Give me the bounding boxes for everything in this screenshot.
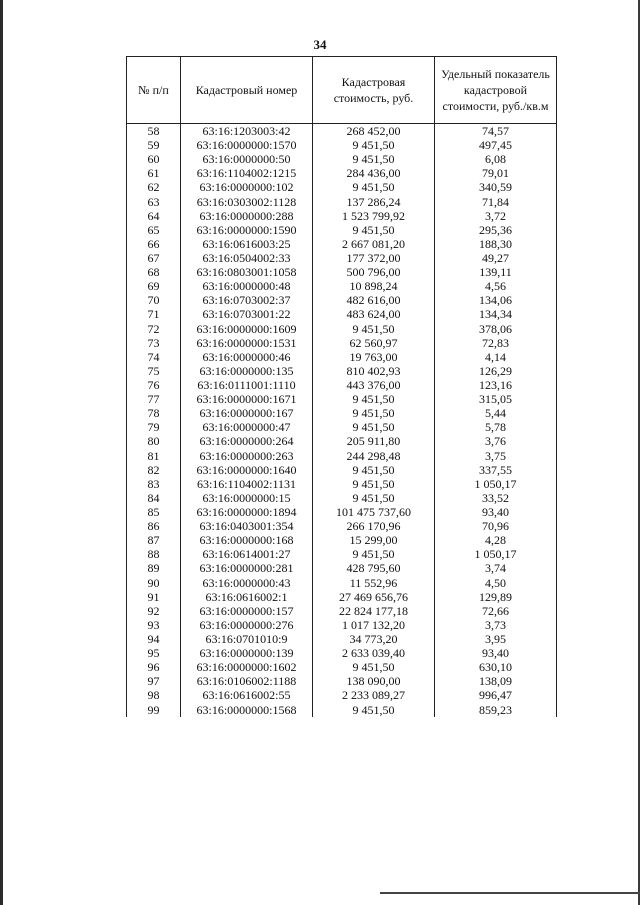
cadastral-number-cell: 63:16:0000000:1640: [181, 463, 313, 477]
specific-indicator-cell: 138,09: [435, 674, 557, 688]
specific-indicator-cell: 996,47: [435, 688, 557, 702]
specific-indicator-cell: 4,14: [435, 350, 557, 364]
row-number-cell: 64: [127, 209, 181, 223]
row-number-cell: 61: [127, 166, 181, 180]
table-row: [127, 195, 557, 209]
specific-indicator-cell: 72,66: [435, 604, 557, 618]
row-number-cell: 88: [127, 547, 181, 561]
table-row: [127, 265, 557, 279]
table-row: [127, 152, 557, 166]
specific-indicator-cell: 33,52: [435, 491, 557, 505]
specific-indicator-cell: 6,08: [435, 152, 557, 166]
specific-indicator-cell: 134,34: [435, 307, 557, 321]
row-number-cell: 98: [127, 688, 181, 702]
table-row: [127, 547, 557, 561]
cadastral-number-cell: 63:16:0000000:157: [181, 604, 313, 618]
cadastral-number-cell: 63:16:0000000:1531: [181, 336, 313, 350]
table-row: [127, 590, 557, 604]
row-number-cell: 78: [127, 406, 181, 420]
cadastral-number-cell: 63:16:0000000:168: [181, 533, 313, 547]
table-row: [127, 561, 557, 575]
specific-indicator-cell: 74,57: [435, 124, 557, 139]
cadastral-number-cell: 63:16:0616002:55: [181, 688, 313, 702]
row-number-cell: 77: [127, 392, 181, 406]
cadastral-number-cell: 63:16:0000000:288: [181, 209, 313, 223]
cadastral-number-cell: 63:16:0616002:1: [181, 590, 313, 604]
row-number-cell: 65: [127, 223, 181, 237]
cadastral-number-cell: 63:16:0504002:33: [181, 251, 313, 265]
specific-indicator-cell: 630,10: [435, 660, 557, 674]
table-row: [127, 477, 557, 491]
specific-indicator-cell: 5,78: [435, 420, 557, 434]
cadastral-value-cell: 9 451,50: [313, 463, 435, 477]
cadastral-value-cell: 443 376,00: [313, 378, 435, 392]
cadastral-value-cell: 244 298,48: [313, 449, 435, 463]
specific-indicator-cell: 315,05: [435, 392, 557, 406]
table-row: [127, 505, 557, 519]
row-number-cell: 96: [127, 660, 181, 674]
cadastral-value-cell: 10 898,24: [313, 279, 435, 293]
table-row: [127, 279, 557, 293]
row-number-cell: 85: [127, 505, 181, 519]
specific-indicator-cell: 295,36: [435, 223, 557, 237]
cadastral-value-cell: 268 452,00: [313, 124, 435, 139]
specific-indicator-cell: 72,83: [435, 336, 557, 350]
cadastral-number-cell: 63:16:1203003:42: [181, 124, 313, 139]
cadastral-value-cell: 810 402,93: [313, 364, 435, 378]
scan-edge-left: [0, 0, 3, 905]
specific-indicator-cell: 1 050,17: [435, 547, 557, 561]
table-row: [127, 322, 557, 336]
table-row: [127, 406, 557, 420]
row-number-cell: 86: [127, 519, 181, 533]
cadastral-number-cell: 63:16:0803001:1058: [181, 265, 313, 279]
cadastral-value-cell: 9 451,50: [313, 491, 435, 505]
row-number-cell: 66: [127, 237, 181, 251]
row-number-cell: 83: [127, 477, 181, 491]
specific-indicator-cell: 3,75: [435, 449, 557, 463]
specific-indicator-cell: 71,84: [435, 195, 557, 209]
cadastral-number-cell: 63:16:0000000:1568: [181, 702, 313, 716]
row-number-cell: 75: [127, 364, 181, 378]
header-cadastral-value: Кадастровая стоимость, руб.: [313, 57, 435, 124]
cadastral-value-cell: 19 763,00: [313, 350, 435, 364]
cadastral-number-cell: 63:16:0106002:1188: [181, 674, 313, 688]
header-specific-indicator: Удельный показатель кадастровой стоимости, руб./кв.м: [435, 57, 557, 124]
cadastral-value-cell: 9 451,50: [313, 180, 435, 194]
row-number-cell: 97: [127, 674, 181, 688]
cadastral-number-cell: 63:16:0000000:1590: [181, 223, 313, 237]
cadastral-value-cell: 15 299,00: [313, 533, 435, 547]
specific-indicator-cell: 378,06: [435, 322, 557, 336]
table-row: [127, 491, 557, 505]
row-number-cell: 74: [127, 350, 181, 364]
cadastral-value-cell: 500 796,00: [313, 265, 435, 279]
table-row: [127, 463, 557, 477]
cadastral-number-cell: 63:16:0000000:1609: [181, 322, 313, 336]
specific-indicator-cell: 497,45: [435, 138, 557, 152]
cadastral-value-cell: 483 624,00: [313, 307, 435, 321]
cadastral-number-cell: 63:16:0000000:1671: [181, 392, 313, 406]
specific-indicator-cell: 3,73: [435, 618, 557, 632]
row-number-cell: 95: [127, 646, 181, 660]
cadastral-value-cell: 9 451,50: [313, 138, 435, 152]
row-number-cell: 91: [127, 590, 181, 604]
table-row: [127, 209, 557, 223]
cadastral-number-cell: 63:16:0111001:1110: [181, 378, 313, 392]
table-row: [127, 519, 557, 533]
table-row: [127, 251, 557, 265]
cadastral-value-cell: 137 286,24: [313, 195, 435, 209]
cadastral-value-cell: 9 451,50: [313, 477, 435, 491]
cadastral-number-cell: 63:16:0000000:167: [181, 406, 313, 420]
row-number-cell: 68: [127, 265, 181, 279]
table-row: [127, 449, 557, 463]
row-number-cell: 71: [127, 307, 181, 321]
table-row: [127, 660, 557, 674]
row-number-cell: 80: [127, 434, 181, 448]
cadastral-number-cell: 63:16:0303002:1128: [181, 195, 313, 209]
page-number: 34: [313, 37, 327, 52]
cadastral-number-cell: 63:16:0000000:1894: [181, 505, 313, 519]
row-number-cell: 58: [127, 124, 181, 139]
cadastral-number-cell: 63:16:0703001:22: [181, 307, 313, 321]
cadastral-value-cell: 101 475 737,60: [313, 505, 435, 519]
specific-indicator-cell: 139,11: [435, 265, 557, 279]
row-number-cell: 67: [127, 251, 181, 265]
cadastral-value-cell: 1 523 799,92: [313, 209, 435, 223]
row-number-cell: 62: [127, 180, 181, 194]
specific-indicator-cell: 3,72: [435, 209, 557, 223]
specific-indicator-cell: 49,27: [435, 251, 557, 265]
cadastral-number-cell: 63:16:0000000:135: [181, 364, 313, 378]
cadastral-value-cell: 9 451,50: [313, 322, 435, 336]
specific-indicator-cell: 3,74: [435, 561, 557, 575]
cadastral-value-cell: 27 469 656,76: [313, 590, 435, 604]
specific-indicator-cell: 129,89: [435, 590, 557, 604]
cadastral-value-cell: 9 451,50: [313, 392, 435, 406]
row-number-cell: 84: [127, 491, 181, 505]
table-row: [127, 632, 557, 646]
table-row: [127, 237, 557, 251]
table-header-row: [127, 57, 557, 124]
cadastral-value-cell: 9 451,50: [313, 702, 435, 716]
row-number-cell: 70: [127, 293, 181, 307]
table-row: [127, 336, 557, 350]
row-number-cell: 69: [127, 279, 181, 293]
row-number-cell: 90: [127, 576, 181, 590]
cadastral-value-cell: 1 017 132,20: [313, 618, 435, 632]
cadastral-number-cell: 63:16:0703002:37: [181, 293, 313, 307]
row-number-cell: 93: [127, 618, 181, 632]
cadastral-number-cell: 63:16:0000000:47: [181, 420, 313, 434]
specific-indicator-cell: 93,40: [435, 505, 557, 519]
table-row: [127, 364, 557, 378]
specific-indicator-cell: 1 050,17: [435, 477, 557, 491]
cadastral-number-cell: 63:16:1104002:1131: [181, 477, 313, 491]
specific-indicator-cell: 4,28: [435, 533, 557, 547]
specific-indicator-cell: 3,76: [435, 434, 557, 448]
row-number-cell: 73: [127, 336, 181, 350]
cadastral-value-cell: 11 552,96: [313, 576, 435, 590]
table-row: [127, 604, 557, 618]
table-row: [127, 434, 557, 448]
cadastral-value-cell: 2 667 081,20: [313, 237, 435, 251]
cadastral-value-table: [126, 56, 557, 717]
cadastral-number-cell: 63:16:1104002:1215: [181, 166, 313, 180]
table-row: [127, 702, 557, 716]
cadastral-number-cell: 63:16:0616003:25: [181, 237, 313, 251]
specific-indicator-cell: 93,40: [435, 646, 557, 660]
cadastral-value-cell: 2 633 039,40: [313, 646, 435, 660]
specific-indicator-cell: 79,01: [435, 166, 557, 180]
cadastral-value-cell: 62 560,97: [313, 336, 435, 350]
table-row: [127, 646, 557, 660]
cadastral-value-cell: 9 451,50: [313, 547, 435, 561]
cadastral-number-cell: 63:16:0000000:263: [181, 449, 313, 463]
row-number-cell: 63: [127, 195, 181, 209]
table-row: [127, 378, 557, 392]
table-row: [127, 576, 557, 590]
cadastral-number-cell: 63:16:0614001:27: [181, 547, 313, 561]
table-row: [127, 124, 557, 139]
table-row: [127, 223, 557, 237]
cadastral-number-cell: 63:16:0000000:1602: [181, 660, 313, 674]
specific-indicator-cell: 134,06: [435, 293, 557, 307]
row-number-cell: 89: [127, 561, 181, 575]
cadastral-value-cell: 205 911,80: [313, 434, 435, 448]
cadastral-number-cell: 63:16:0000000:15: [181, 491, 313, 505]
cadastral-value-cell: 482 616,00: [313, 293, 435, 307]
row-number-cell: 87: [127, 533, 181, 547]
table-row: [127, 674, 557, 688]
cadastral-value-cell: 34 773,20: [313, 632, 435, 646]
cadastral-number-cell: 63:16:0000000:276: [181, 618, 313, 632]
cadastral-number-cell: 63:16:0403001:354: [181, 519, 313, 533]
row-number-cell: 92: [127, 604, 181, 618]
cadastral-value-cell: 266 170,96: [313, 519, 435, 533]
row-number-cell: 72: [127, 322, 181, 336]
cadastral-value-cell: 9 451,50: [313, 660, 435, 674]
cadastral-value-cell: 9 451,50: [313, 406, 435, 420]
specific-indicator-cell: 3,95: [435, 632, 557, 646]
cadastral-value-cell: 138 090,00: [313, 674, 435, 688]
cadastral-number-cell: 63:16:0000000:50: [181, 152, 313, 166]
row-number-cell: 81: [127, 449, 181, 463]
row-number-cell: 76: [127, 378, 181, 392]
row-number-cell: 60: [127, 152, 181, 166]
table-row: [127, 533, 557, 547]
table-row: [127, 293, 557, 307]
cadastral-number-cell: 63:16:0000000:48: [181, 279, 313, 293]
table-row: [127, 350, 557, 364]
cadastral-number-cell: 63:16:0000000:43: [181, 576, 313, 590]
cadastral-number-cell: 63:16:0000000:1570: [181, 138, 313, 152]
cadastral-value-cell: 177 372,00: [313, 251, 435, 265]
specific-indicator-cell: 70,96: [435, 519, 557, 533]
cadastral-value-cell: 2 233 089,27: [313, 688, 435, 702]
row-number-cell: 94: [127, 632, 181, 646]
table-row: [127, 392, 557, 406]
specific-indicator-cell: 859,23: [435, 702, 557, 716]
specific-indicator-cell: 123,16: [435, 378, 557, 392]
cadastral-number-cell: 63:16:0000000:264: [181, 434, 313, 448]
table-row: [127, 307, 557, 321]
table-body: [127, 124, 557, 717]
scan-line-bottom: [380, 892, 640, 894]
cadastral-number-cell: 63:16:0000000:139: [181, 646, 313, 660]
cadastral-value-cell: 9 451,50: [313, 152, 435, 166]
cadastral-number-cell: 63:16:0000000:46: [181, 350, 313, 364]
row-number-cell: 99: [127, 702, 181, 716]
row-number-cell: 59: [127, 138, 181, 152]
cadastral-value-cell: 22 824 177,18: [313, 604, 435, 618]
row-number-cell: 79: [127, 420, 181, 434]
table-row: [127, 180, 557, 194]
table-row: [127, 618, 557, 632]
specific-indicator-cell: 126,29: [435, 364, 557, 378]
cadastral-number-cell: 63:16:0000000:281: [181, 561, 313, 575]
table-row: [127, 166, 557, 180]
table-row: [127, 420, 557, 434]
specific-indicator-cell: 4,50: [435, 576, 557, 590]
table-row: [127, 138, 557, 152]
cadastral-value-cell: 428 795,60: [313, 561, 435, 575]
row-number-cell: 82: [127, 463, 181, 477]
cadastral-value-cell: 9 451,50: [313, 420, 435, 434]
cadastral-number-cell: 63:16:0701010:9: [181, 632, 313, 646]
table-row: [127, 688, 557, 702]
specific-indicator-cell: 337,55: [435, 463, 557, 477]
cadastral-number-cell: 63:16:0000000:102: [181, 180, 313, 194]
header-cadastral-number: Кадастровый номер: [181, 57, 313, 124]
specific-indicator-cell: 4,56: [435, 279, 557, 293]
specific-indicator-cell: 188,30: [435, 237, 557, 251]
cadastral-value-cell: 9 451,50: [313, 223, 435, 237]
header-row-number: № п/п: [127, 57, 181, 124]
cadastral-value-cell: 284 436,00: [313, 166, 435, 180]
specific-indicator-cell: 340,59: [435, 180, 557, 194]
specific-indicator-cell: 5,44: [435, 406, 557, 420]
